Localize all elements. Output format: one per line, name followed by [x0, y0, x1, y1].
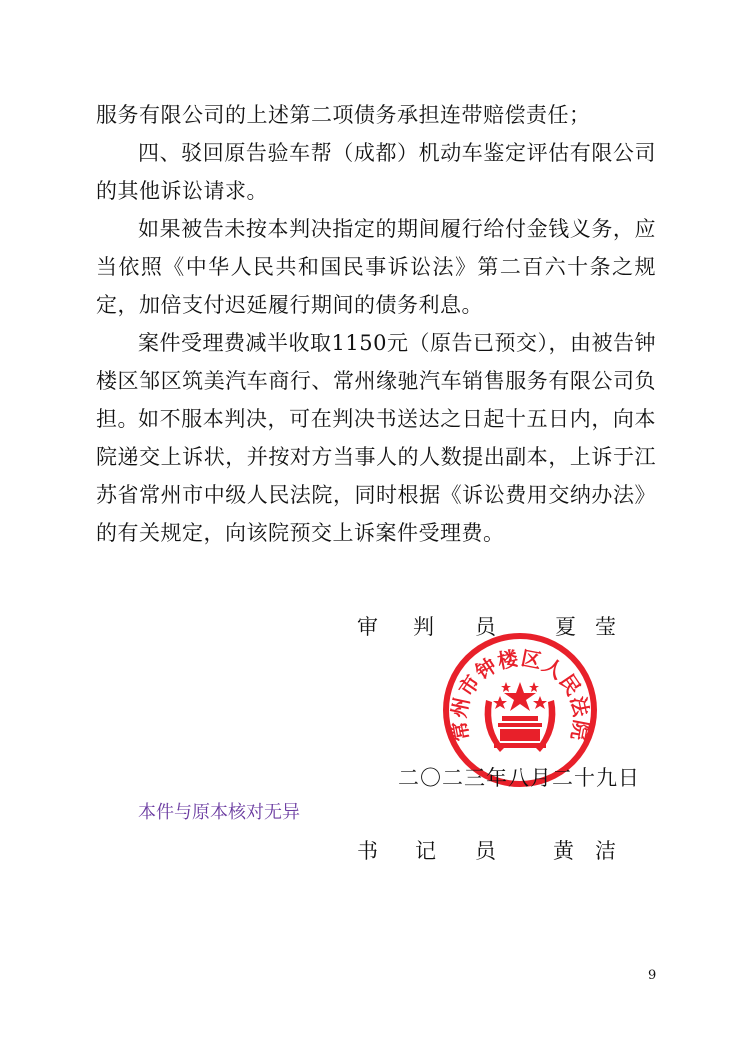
judgment-date: 二〇二三年八月二十九日 — [398, 766, 640, 790]
body-para-appeal: 如不服本判决，可在判决书送达之日起十五日内，向本院递交上诉状，并按对方当事人的人数提出副本，上诉于江苏省常州市中级人民法院，同时根据《诉讼费用交纳办法》的有关规定，向该院预交上诉案件受理费。 — [96, 407, 656, 545]
judge-role-char-3: 员 — [475, 615, 496, 639]
judge-name-char-1: 夏 — [555, 615, 576, 639]
seal-text: 常州市钟楼区人民法院 — [446, 645, 594, 744]
body-para-fee: 案件受理费减半收取1150元（原告已预交），由被告钟楼区邹区筑美汽车商行、常州缘驰汽车销售服务有限公司负担。 — [96, 331, 656, 431]
verification-note: 本件与原本核对无异 — [138, 802, 300, 823]
national-emblem-icon — [485, 682, 556, 752]
judge-name-char-2: 莹 — [595, 615, 616, 639]
body-line-continuation: 服务有限公司的上述第二项债务承担连带赔偿责任； — [96, 103, 591, 127]
page-number: 9 — [648, 968, 657, 983]
judge-role-char-1: 审 — [357, 615, 378, 639]
clerk-signature — [357, 836, 627, 866]
clerk-role-char-2: 记 — [415, 839, 436, 863]
clerk-role-char-1: 书 — [357, 839, 378, 863]
judge-role-char-2: 判 — [413, 615, 434, 639]
body-para-interest: 如果被告未按本判决指定的期间履行给付金钱义务，应当依照《中华人民共和国民事诉讼法》第二百六十条之规定，加倍支付迟延履行期间的债务利息。 — [96, 217, 656, 317]
clerk-role-char-3: 员 — [475, 839, 496, 863]
clerk-name-char-2: 洁 — [595, 839, 616, 863]
judge-signature — [357, 612, 627, 642]
clerk-name-char-1: 黄 — [553, 839, 574, 863]
body-item-four: 四、驳回原告验车帮（成都）机动车鉴定评估有限公司的其他诉讼请求。 — [96, 141, 656, 203]
